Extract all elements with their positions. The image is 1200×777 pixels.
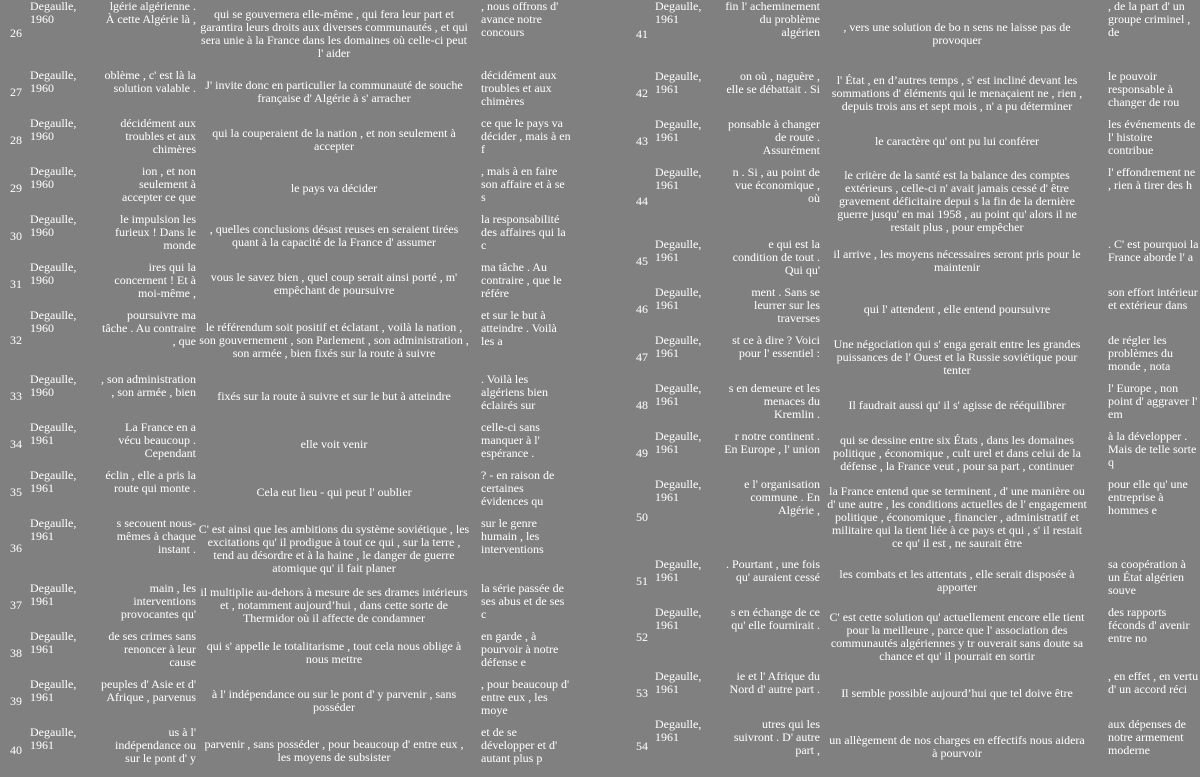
author-year: Degaulle, 1961 xyxy=(655,718,702,744)
author-year: Degaulle, 1961 xyxy=(30,630,77,656)
concordance-row xyxy=(0,421,600,469)
keyword-context xyxy=(826,286,1088,332)
keyword-context-text: qui se dessine entre six États , dans les domaines politique , économique , cult urel et dans celui de la défense , la France veut , pour sa part , continuer xyxy=(833,432,1081,473)
right-context: . C' est pourquoi la France aborde l' a xyxy=(1108,238,1199,264)
keyword-context-text: il multiplie au-dehors à mesure de ses drames intérieurs et , notamment aujourd’hui , dans cette sorte de Thermidor où il affecte de condamner xyxy=(200,584,468,625)
row-number: 45 xyxy=(636,253,648,268)
concordance-row xyxy=(636,606,1200,670)
right-context: des rapports féconds d' avenir entre no xyxy=(1108,606,1190,645)
right-context: sur le genre humain , les interventions xyxy=(481,517,544,556)
right-context: la responsabilité des affaires qui la c xyxy=(481,213,566,252)
row-number: 44 xyxy=(636,193,648,208)
row-number: 35 xyxy=(10,484,22,499)
row-number: 43 xyxy=(636,133,648,148)
left-context: fin l' acheminement du problème algérien xyxy=(725,0,820,39)
keyword-context xyxy=(198,309,470,371)
author-year: Degaulle, 1961 xyxy=(655,334,702,360)
left-context: le impulsion les furieux ! Dans le monde xyxy=(115,213,196,252)
keyword-context xyxy=(198,117,470,163)
keyword-context-text: Il faudrait aussi qu' il s' agisse de rééquilibrer xyxy=(848,397,1066,412)
left-context: ie et l' Afrique du Nord d' autre part . xyxy=(729,670,820,696)
left-context: s secouent nous-mêmes à chaque instant . xyxy=(116,517,196,556)
left-context: us à l' indépendance ou sur le pont d' y xyxy=(115,726,196,765)
keyword-context xyxy=(198,517,470,580)
right-context: décidément aux troubles et aux chimères xyxy=(481,69,557,108)
row-number: 49 xyxy=(636,445,648,460)
row-number: 52 xyxy=(636,629,648,644)
keyword-context xyxy=(826,0,1088,68)
row-number: 26 xyxy=(10,26,22,40)
concordance-row xyxy=(636,334,1200,382)
keyword-context-text: la France entend que se terminent , d' une manière ou d' une autre , les conditions actuelles de l' engagement politique , économique , financier , administratif et militaire qui la tient liée à ce pays et qui , s' il restait ce qu' il est , ne saurait être xyxy=(827,483,1087,550)
keyword-context-text: qui s' appelle le totalitarisme , tout cela nous oblige à nous mettre xyxy=(206,639,462,666)
left-context: s en demeure et les menaces du Kremlin . xyxy=(728,382,820,421)
right-context: les événements de l' histoire contribue xyxy=(1108,118,1196,157)
author-year: Degaulle, 1961 xyxy=(655,478,702,504)
concordance-row xyxy=(636,238,1200,286)
author-year: Degaulle, 1961 xyxy=(655,70,702,96)
row-number: 30 xyxy=(10,228,22,243)
left-context: de ses crimes sans renoncer à leur cause xyxy=(108,630,196,669)
concordance-row xyxy=(636,118,1200,166)
concordance-row xyxy=(0,373,600,421)
concordance-row xyxy=(0,69,600,117)
keyword-context-text: qui l' attendent , elle entend poursuivre xyxy=(863,301,1051,316)
concordance-row xyxy=(0,630,600,678)
author-year: Degaulle, 1961 xyxy=(30,582,77,608)
left-context: n . Si , au point de vue économique , où xyxy=(732,166,820,205)
keyword-context xyxy=(198,630,470,676)
keyword-context-text: C' est ainsi que les ambitions du système soviétique , les excitations qu' il prodigue à tout ce qui , sur la terre , tend au désordre et à la haine , le danger de guerre atomique qu' il fait planer xyxy=(198,521,470,575)
row-number: 48 xyxy=(636,397,648,412)
row-number: 31 xyxy=(10,276,22,291)
author-year: Degaulle, 1961 xyxy=(655,286,702,312)
keyword-context xyxy=(826,70,1088,116)
right-context: ? - en raison de certaines évidences qu xyxy=(481,469,555,508)
keyword-context xyxy=(198,213,470,259)
keyword-context-text: qui la couperaient de la nation , et non seulement à accepter xyxy=(212,126,456,153)
right-context: à la développer . Mais de telle sorte q xyxy=(1108,430,1197,469)
right-context: , pour beaucoup d' entre eux , les moye xyxy=(481,678,570,717)
row-number: 37 xyxy=(10,597,22,612)
keyword-context xyxy=(826,382,1088,428)
keyword-context xyxy=(826,558,1088,604)
left-context: e qui est la condition de tout . Qui qu' xyxy=(732,238,820,277)
keyword-context xyxy=(198,0,470,67)
keyword-context-text: parvenir , sans posséder , pour beaucoup d' entre eux , les moyens de subsister xyxy=(204,736,464,764)
author-year: Degaulle, 1961 xyxy=(655,0,702,26)
left-context: , son administration , son armée , bien xyxy=(101,373,196,399)
concordance-row xyxy=(0,469,600,517)
left-context: main , les interventions provocantes qu' xyxy=(120,582,196,621)
left-context: ires qui la concernent ! Et à moi-même , xyxy=(114,261,196,300)
author-year: Degaulle, 1960 xyxy=(30,69,77,95)
author-year: Degaulle, 1960 xyxy=(30,165,77,191)
keyword-context xyxy=(826,670,1088,716)
keyword-context-text: J' invite donc en particulier la communauté de souche française d' Algérie à s' arracher xyxy=(205,78,463,105)
keyword-context-text: Une négociation qui s' enga gerait entre les grandes puissances de l' Ouest et la Russie soviétique pour tenter xyxy=(833,336,1081,377)
author-year: Degaulle, 1960 xyxy=(30,117,77,143)
left-context: ion , et non seulement à accepter ce que xyxy=(122,165,196,204)
author-year: Degaulle, 1961 xyxy=(655,238,702,264)
concordance-row xyxy=(0,165,600,213)
author-year: Degaulle, 1961 xyxy=(655,382,702,408)
keyword-context-text: à l' indépendance ou sur le pont d' y parvenir , sans posséder xyxy=(211,687,457,714)
right-context: l' effondrement ne , rien à tirer des h xyxy=(1108,166,1196,192)
concordance-row xyxy=(636,718,1200,777)
keyword-context xyxy=(198,261,470,307)
right-context: son effort intérieur et extérieur dans xyxy=(1108,286,1198,312)
left-context: ponsable à changer de route . Assurément xyxy=(728,118,820,157)
row-number: 36 xyxy=(10,541,22,555)
right-context: ma tâche . Au contraire , que le référe xyxy=(481,261,562,300)
right-context: le pouvoir responsable à changer de rou xyxy=(1108,70,1180,109)
author-year: Degaulle, 1961 xyxy=(30,517,77,543)
left-context: r notre continent . En Europe , l' union xyxy=(724,430,820,456)
keyword-context xyxy=(198,421,470,467)
row-number: 46 xyxy=(636,301,648,316)
author-year: Degaulle, 1960 xyxy=(30,261,77,287)
left-context: st ce à dire ? Voici pour l' essentiel : xyxy=(732,334,820,360)
author-year: Degaulle, 1961 xyxy=(30,726,77,752)
row-number: 53 xyxy=(636,685,648,700)
keyword-context-text: le critère de la santé est la balance des comptes extérieurs , celle-ci n' avait jamais cessé d' être gravement déficitaire depui s la fin de la dernière guerre jusqu' en mai 1958 , au point qu' alors il ne restait plus , pour empêcher xyxy=(837,167,1077,234)
left-context: peuples d' Asie et d' Afrique , parvenus xyxy=(101,678,196,704)
author-year: Degaulle, 1961 xyxy=(655,670,702,696)
author-year: Degaulle, 1961 xyxy=(30,421,77,447)
keyword-context-text: les combats et les attentats , elle serait disposée à apporter xyxy=(839,567,1075,594)
concordance-row xyxy=(636,0,1200,70)
row-number: 47 xyxy=(636,349,648,364)
right-context: , de la part d' un groupe criminel , de xyxy=(1108,0,1191,39)
left-context: lgérie algérienne . À cette Algérie là , xyxy=(105,0,196,26)
author-year: Degaulle, 1960 xyxy=(30,213,77,239)
author-year: Degaulle, 1961 xyxy=(655,558,702,584)
right-context: en garde , à pourvoir à notre défense e xyxy=(481,630,559,669)
row-number: 28 xyxy=(10,132,22,147)
keyword-context xyxy=(826,606,1088,668)
concordance-row xyxy=(636,558,1200,606)
keyword-context xyxy=(198,373,470,419)
right-context: de régler les problèmes du monde , nota xyxy=(1108,334,1173,373)
keyword-context-text: le référendum soit positif et éclatant , voilà la nation , son gouvernement , son Parlement , son administration , son armée , bien fixés sur la route à suivre xyxy=(199,319,469,360)
right-context: ce que le pays va décider , mais à en f xyxy=(481,117,571,156)
concordance-row xyxy=(636,478,1200,558)
right-context: . Voilà les algériens bien éclairés sur xyxy=(481,373,548,412)
author-year: Degaulle, 1961 xyxy=(655,166,702,192)
left-context: éclin , elle a pris la route qui monte . xyxy=(105,469,196,495)
keyword-context-text: le pays va décider xyxy=(290,180,378,195)
left-context: décidément aux troubles et aux chimères xyxy=(120,117,196,156)
author-year: Degaulle, 1961 xyxy=(655,606,702,632)
keyword-context xyxy=(826,478,1088,556)
right-context: celle-ci sans manquer à l' espérance . xyxy=(481,421,540,460)
right-context: , en effet , en vertu d' un accord réci xyxy=(1108,670,1199,696)
right-context: aux dépenses de notre armement moderne xyxy=(1108,718,1186,757)
keyword-context xyxy=(198,726,470,775)
concordance-row xyxy=(0,517,600,582)
concordance-row xyxy=(0,309,600,373)
row-number: 34 xyxy=(10,436,22,451)
right-context: sa coopération à un État algérien souve xyxy=(1108,558,1186,597)
keyword-context-text: C' est cette solution qu' actuellement encore elle tient pour la meilleure , parce que l' association des communautés algériennes y tr ouverait sans doute sa chance et qu' il pourrait en sortir xyxy=(829,610,1085,663)
author-year: Degaulle, 1960 xyxy=(30,309,77,335)
author-year: Degaulle, 1961 xyxy=(30,678,77,704)
row-number: 51 xyxy=(636,573,648,588)
keyword-context xyxy=(826,118,1088,164)
author-year: Degaulle, 1960 xyxy=(30,0,77,26)
right-context: la série passée de ses abus et de ses c xyxy=(481,582,565,621)
row-number: 50 xyxy=(636,509,648,524)
keyword-context-text: fixés sur la route à suivre et sur le but à atteindre xyxy=(217,388,451,403)
concordance-row xyxy=(636,670,1200,718)
keyword-context xyxy=(826,238,1088,284)
keyword-context xyxy=(198,582,470,628)
left-context: oblème , c' est là la solution valable . xyxy=(104,69,196,95)
row-number: 29 xyxy=(10,180,22,195)
right-context: et de se développer et d' autant plus p xyxy=(481,726,558,765)
keyword-context-text: il arrive , les moyens nécessaires seront pris pour le maintenir xyxy=(833,247,1081,274)
keyword-context xyxy=(826,166,1088,236)
keyword-context-text: vous le savez bien , quel coup serait ainsi porté , m' empêchant de poursuivre xyxy=(210,270,458,297)
concordance-row xyxy=(636,382,1200,430)
keyword-context xyxy=(826,430,1088,476)
row-number: 32 xyxy=(10,332,22,347)
concordance-row xyxy=(636,286,1200,334)
keyword-context-text: un allègement de nos charges en effectifs nous aidera à pourvoir xyxy=(829,732,1085,760)
left-context: on où , naguère , elle se débattait . Si xyxy=(726,70,820,96)
row-number: 54 xyxy=(636,739,648,753)
keyword-context-text: l' État , en d’autres temps , s' est incliné devant les sommations d' éléments qui le menaçaient ne , rien , depuis trois ans et sept mois , n' a pu déterminer xyxy=(831,72,1083,113)
right-context: , nous offrons d' avance notre concours xyxy=(481,0,559,39)
concordance-row xyxy=(0,117,600,165)
keyword-context xyxy=(198,165,470,211)
keyword-context-text: , vers une solution de bo n sens ne laisse pas de provoquer xyxy=(843,20,1071,47)
row-number: 33 xyxy=(10,388,22,403)
left-context: utres qui les suivront . D' autre part , xyxy=(733,718,820,757)
left-context: poursuivre ma tâche . Au contraire , que xyxy=(102,309,196,348)
concordance-row xyxy=(0,213,600,261)
left-context: s en échange de ce qu' elle fournirait . xyxy=(730,606,820,632)
keyword-context-text: le caractère qu' ont pu lui conférer xyxy=(874,133,1040,148)
keyword-context-text: , quelles conclusions désast reuses en seraient tirées quant à la capacité de la France d' assumer xyxy=(209,222,459,249)
author-year: Degaulle, 1961 xyxy=(30,469,77,495)
concordance-row xyxy=(636,430,1200,478)
keyword-context xyxy=(198,69,470,115)
keyword-context-text: elle voit venir xyxy=(300,436,368,451)
right-context: l' Europe , non point d' aggraver l' em xyxy=(1108,382,1198,421)
right-context: pour elle qu' une entreprise à hommes e xyxy=(1108,478,1188,517)
concordance-row xyxy=(0,726,600,777)
left-context: ment . Sans se leurrer sur les traverses xyxy=(751,286,820,325)
row-number: 42 xyxy=(636,85,648,100)
left-context: . Pourtant , une fois qu' auraient cessé xyxy=(726,558,820,584)
row-number: 27 xyxy=(10,84,22,99)
keyword-context-text: qui se gouvernera elle-même , qui fera leur part et garantira leurs droits aux diverses communautés , et qui sera unie à la France dans les domaines où celle-ci peut l' aider xyxy=(200,6,468,60)
author-year: Degaulle, 1961 xyxy=(655,118,702,144)
concordance-row xyxy=(0,0,600,69)
row-number: 41 xyxy=(636,26,648,41)
row-number: 40 xyxy=(10,743,22,757)
left-context: La France en a vécu beaucoup . Cependant xyxy=(118,421,196,460)
concordance-row xyxy=(636,166,1200,238)
right-context: , mais à en faire son affaire et à se s xyxy=(481,165,565,204)
right-context: et sur le but à atteindre . Voilà les a xyxy=(481,309,557,348)
row-number: 38 xyxy=(10,645,22,660)
concordance-row xyxy=(0,582,600,630)
keyword-context xyxy=(198,469,470,515)
concordance-panel-right xyxy=(636,0,1200,777)
left-context: e l' organisation commune . En Algérie , xyxy=(744,478,820,517)
keyword-context xyxy=(826,334,1088,380)
author-year: Degaulle, 1960 xyxy=(30,373,77,399)
keyword-context xyxy=(826,718,1088,775)
keyword-context-text: Il semble possible aujourd’hui que tel doive être xyxy=(841,685,1073,700)
row-number: 39 xyxy=(10,693,22,708)
concordance-row xyxy=(0,678,600,726)
keyword-context-text: Cela eut lieu - qui peut l' oublier xyxy=(256,484,412,499)
author-year: Degaulle, 1961 xyxy=(655,430,702,456)
concordance-row xyxy=(0,261,600,309)
keyword-context xyxy=(198,678,470,724)
concordance-row xyxy=(636,70,1200,118)
